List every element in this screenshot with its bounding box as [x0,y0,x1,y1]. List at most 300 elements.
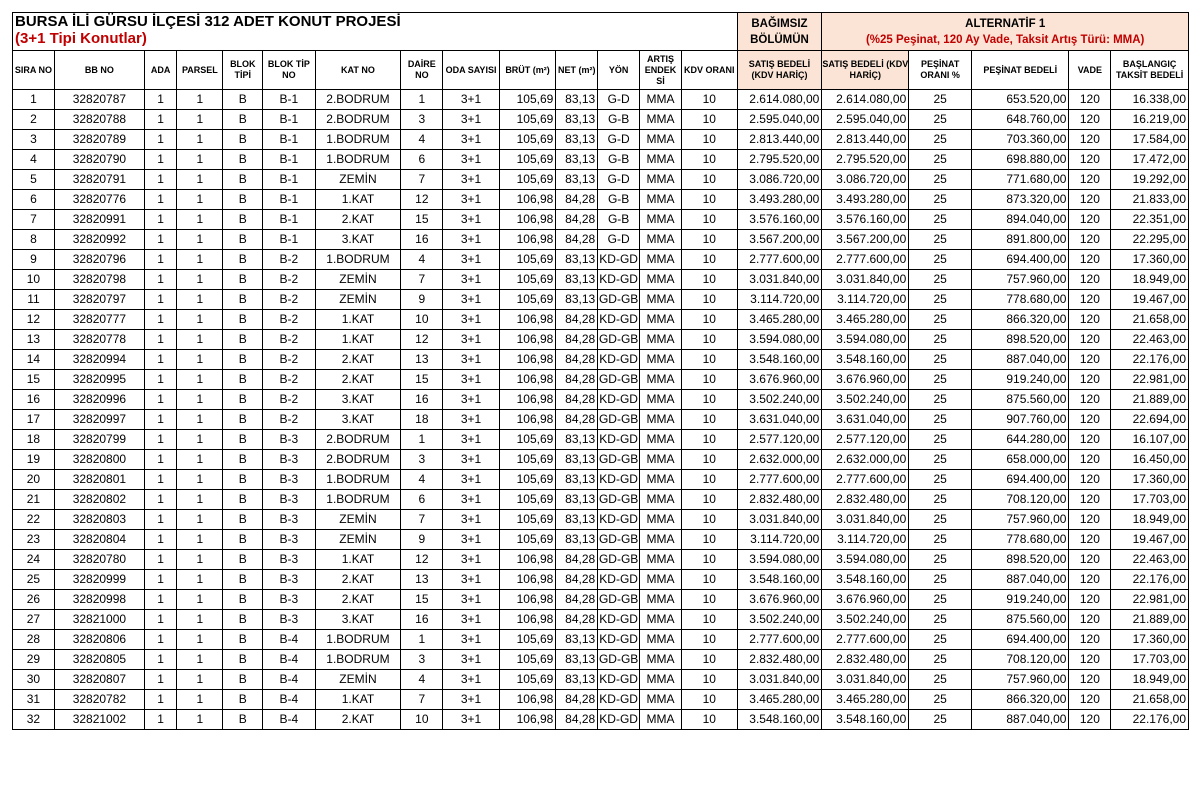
table-cell: 25 [909,190,972,210]
table-cell: B-4 [263,630,315,650]
table-cell: 3.493.280,00 [822,190,909,210]
table-cell: 21.889,00 [1111,610,1189,630]
table-cell: 3.KAT [315,410,401,430]
table-cell: 6 [13,190,55,210]
table-cell: 3.114.720,00 [822,290,909,310]
table-cell: 898.520,00 [972,330,1069,350]
table-cell: 10 [681,590,737,610]
table-row [13,450,1189,470]
table-cell: KD-GD [598,390,640,410]
table-cell: 120 [1069,130,1111,150]
column-header: VADE [1069,51,1111,90]
table-cell: 25 [909,430,972,450]
table-cell: 1 [144,570,176,590]
table-cell: 106,98 [499,710,556,730]
table-cell: 120 [1069,490,1111,510]
table-cell: 10 [681,470,737,490]
table-cell: 32820999 [54,570,144,590]
table-cell: 22 [13,510,55,530]
table-cell: 22.463,00 [1111,550,1189,570]
table-cell: B [223,610,263,630]
table-row [13,630,1189,650]
table-cell: 2.632.000,00 [822,450,909,470]
table-cell: 22.981,00 [1111,370,1189,390]
table-row [13,290,1189,310]
table-cell: B [223,470,263,490]
table-cell: 13 [13,330,55,350]
table-cell: 3.465.280,00 [822,690,909,710]
table-cell: 9 [401,530,443,550]
table-cell: ZEMİN [315,270,401,290]
table-cell: 2.614.080,00 [737,90,822,110]
table-cell: 10 [681,570,737,590]
column-header: ODA SAYISI [443,51,500,90]
table-cell: 26 [13,590,55,610]
table-cell: 2 [13,110,55,130]
table-cell: 83,13 [556,510,598,530]
table-cell: 25 [909,130,972,150]
table-cell: MMA [640,290,682,310]
table-cell: G-D [598,90,640,110]
table-row [13,610,1189,630]
table-cell: 1 [177,510,223,530]
table-cell: 1 [144,190,176,210]
table-cell: B-3 [263,470,315,490]
table-cell: 106,98 [499,550,556,570]
table-cell: 1 [177,490,223,510]
table-cell: 3+1 [443,550,500,570]
table-cell: B-4 [263,690,315,710]
table-cell: 120 [1069,90,1111,110]
table-cell: 3+1 [443,470,500,490]
table-cell: 105,69 [499,150,556,170]
table-cell: 7 [401,510,443,530]
table-cell: 18.949,00 [1111,270,1189,290]
table-cell: 10 [681,230,737,250]
table-cell: MMA [640,610,682,630]
table-cell: 32820790 [54,150,144,170]
column-header: SATIŞ BEDELİ (KDV HARİÇ) [822,51,909,90]
table-cell: 3.567.200,00 [822,230,909,250]
table-cell: 1.BODRUM [315,130,401,150]
table-cell: 120 [1069,530,1111,550]
table-cell: MMA [640,510,682,530]
table-cell: 5 [13,170,55,190]
table-cell: B-2 [263,250,315,270]
table-cell: 10 [681,610,737,630]
table-cell: 17.703,00 [1111,490,1189,510]
table-cell: 10 [681,90,737,110]
project-title-line1: BURSA İLİ GÜRSU İLÇESİ 312 ADET KONUT PROJESİ [15,13,401,30]
table-cell: 2.BODRUM [315,430,401,450]
table-cell: 25 [909,90,972,110]
table-cell: B [223,150,263,170]
table-cell: 2.777.600,00 [822,250,909,270]
table-cell: 106,98 [499,330,556,350]
column-header: ADA [144,51,176,90]
table-cell: 1 [144,650,176,670]
table-cell: B-1 [263,130,315,150]
table-cell: 10 [681,390,737,410]
table-row [13,190,1189,210]
table-cell: 25 [909,270,972,290]
table-cell: 3 [401,450,443,470]
table-cell: 866.320,00 [972,690,1069,710]
table-cell: B-1 [263,230,315,250]
table-cell: B [223,550,263,570]
table-cell: 3.676.960,00 [822,370,909,390]
table-cell: G-B [598,110,640,130]
table-cell: 21.658,00 [1111,310,1189,330]
table-cell: 12 [13,310,55,330]
table-row [13,570,1189,590]
column-header: DAİRE NO [401,51,443,90]
table-cell: 7 [13,210,55,230]
table-cell: 10 [681,690,737,710]
table-cell: 1 [144,270,176,290]
table-cell: 1 [144,470,176,490]
table-cell: 3+1 [443,390,500,410]
table-cell: 1 [144,410,176,430]
table-cell: 1 [144,150,176,170]
table-cell: 1 [177,90,223,110]
table-cell: 32820787 [54,90,144,110]
table-row [13,390,1189,410]
table-cell: 10 [681,250,737,270]
table-cell: 22.176,00 [1111,710,1189,730]
table-cell: 120 [1069,230,1111,250]
table-cell: 32821000 [54,610,144,630]
table-cell: 1 [144,330,176,350]
table-cell: 644.280,00 [972,430,1069,450]
table-cell: 1 [144,110,176,130]
table-cell: 84,28 [556,610,598,630]
table-cell: 25 [909,230,972,250]
table-row [13,410,1189,430]
table-cell: 32820788 [54,110,144,130]
table-cell: 1 [177,130,223,150]
table-cell: 3.676.960,00 [822,590,909,610]
table-cell: 1 [144,530,176,550]
table-cell: 1 [144,250,176,270]
table-cell: 105,69 [499,670,556,690]
table-cell: 83,13 [556,170,598,190]
table-cell: 2.777.600,00 [822,470,909,490]
table-cell: 106,98 [499,410,556,430]
table-cell: 1 [144,430,176,450]
table-cell: 3.465.280,00 [737,310,822,330]
table-cell: B-3 [263,530,315,550]
alternatif-subtitle: (%25 Peşinat, 120 Ay Vade, Taksit Artış Türü: MMA) [865,33,1145,46]
table-cell: 25 [909,650,972,670]
table-cell: 1 [177,190,223,210]
table-cell: 25 [909,470,972,490]
table-cell: 32820804 [54,530,144,550]
column-header-row [13,51,1189,90]
table-cell: KD-GD [598,470,640,490]
table-cell: 866.320,00 [972,310,1069,330]
table-cell: 3.548.160,00 [822,350,909,370]
table-cell: 3+1 [443,150,500,170]
table-row [13,310,1189,330]
table-cell: B [223,190,263,210]
table-cell: 32820776 [54,190,144,210]
table-cell: 10 [681,330,737,350]
table-cell: 3+1 [443,290,500,310]
table-cell: 32820996 [54,390,144,410]
table-cell: 27 [13,610,55,630]
table-cell: 3.031.840,00 [737,510,822,530]
table-cell: 1.BODRUM [315,650,401,670]
table-cell: 1 [144,390,176,410]
table-cell: 6 [401,150,443,170]
table-cell: 1 [177,370,223,390]
table-cell: 1 [177,650,223,670]
table-cell: 83,13 [556,670,598,690]
table-cell: 13 [401,570,443,590]
table-cell: 105,69 [499,530,556,550]
table-cell: 875.560,00 [972,390,1069,410]
table-cell: B [223,310,263,330]
table-cell: 19 [13,450,55,470]
table-cell: 83,13 [556,490,598,510]
table-cell: 32820997 [54,410,144,430]
table-cell: 15 [401,210,443,230]
table-cell: 1 [177,350,223,370]
table-cell: 3.502.240,00 [822,390,909,410]
table-cell: 120 [1069,670,1111,690]
bagimsiz-bolumun-header [737,13,822,51]
table-cell: GD-GB [598,590,640,610]
table-cell: B-1 [263,190,315,210]
table-cell: MMA [640,170,682,190]
column-header: BLOK TİP NO [263,51,315,90]
table-cell: 3+1 [443,330,500,350]
table-cell: 84,28 [556,210,598,230]
table-row [13,330,1189,350]
table-cell: 3.KAT [315,610,401,630]
table-cell: 32820796 [54,250,144,270]
table-cell: 9 [13,250,55,270]
table-cell: KD-GD [598,510,640,530]
table-cell: B-2 [263,350,315,370]
table-cell: 25 [909,590,972,610]
table-cell: 4 [401,130,443,150]
table-cell: MMA [640,150,682,170]
table-cell: 3+1 [443,630,500,650]
table-row [13,110,1189,130]
table-cell: 3.KAT [315,230,401,250]
table-cell: 105,69 [499,110,556,130]
table-cell: 120 [1069,330,1111,350]
table-cell: 1 [144,710,176,730]
table-cell: 3+1 [443,230,500,250]
table-cell: 106,98 [499,350,556,370]
table-cell: KD-GD [598,710,640,730]
table-cell: 25 [909,630,972,650]
table-cell: MMA [640,190,682,210]
table-cell: 3 [13,130,55,150]
table-cell: B [223,650,263,670]
table-cell: B [223,670,263,690]
table-cell: 4 [401,670,443,690]
table-cell: 83,13 [556,650,598,670]
table-cell: 7 [401,170,443,190]
table-cell: 1 [144,130,176,150]
table-cell: 84,28 [556,350,598,370]
table-cell: 3.631.040,00 [737,410,822,430]
table-cell: 1 [177,550,223,570]
table-cell: 3.548.160,00 [737,350,822,370]
table-cell: 10 [681,130,737,150]
table-cell: ZEMİN [315,530,401,550]
table-cell: 2.813.440,00 [822,130,909,150]
table-cell: 32820777 [54,310,144,330]
table-cell: 22.351,00 [1111,210,1189,230]
table-cell: 25 [909,390,972,410]
table-cell: 1 [177,670,223,690]
table-cell: 84,28 [556,410,598,430]
table-row [13,150,1189,170]
table-row [13,370,1189,390]
table-cell: 32820789 [54,130,144,150]
table-cell: 12 [401,330,443,350]
table-cell: B [223,430,263,450]
table-cell: 32820807 [54,670,144,690]
table-cell: 3.567.200,00 [737,230,822,250]
table-cell: MMA [640,390,682,410]
table-cell: GD-GB [598,530,640,550]
table-cell: 1 [177,630,223,650]
table-cell: B [223,110,263,130]
table-cell: 18.949,00 [1111,510,1189,530]
table-cell: 10 [681,550,737,570]
table-cell: 1 [144,170,176,190]
table-cell: 16.219,00 [1111,110,1189,130]
table-cell: MMA [640,590,682,610]
alternatif-header [822,13,1189,51]
table-cell: B-4 [263,650,315,670]
table-cell: MMA [640,230,682,250]
table-cell: 25 [909,350,972,370]
table-cell: 3.114.720,00 [737,530,822,550]
table-cell: 1 [144,290,176,310]
table-cell: 120 [1069,110,1111,130]
table-cell: MMA [640,130,682,150]
table-cell: 106,98 [499,570,556,590]
table-cell: 105,69 [499,290,556,310]
table-cell: 1 [177,450,223,470]
table-cell: 32820991 [54,210,144,230]
table-cell: 84,28 [556,550,598,570]
table-cell: 18 [401,410,443,430]
table-cell: 10 [681,370,737,390]
table-cell: MMA [640,410,682,430]
table-cell: MMA [640,90,682,110]
table-cell: 3.031.840,00 [822,270,909,290]
table-cell: 25 [909,710,972,730]
table-cell: 1 [177,250,223,270]
table-cell: 757.960,00 [972,270,1069,290]
table-cell: 84,28 [556,570,598,590]
table-cell: 1 [177,570,223,590]
table-cell: 18.949,00 [1111,670,1189,690]
table-cell: B [223,170,263,190]
column-header: NET (m²) [556,51,598,90]
table-cell: 2.577.120,00 [737,430,822,450]
table-cell: 3.594.080,00 [737,550,822,570]
table-cell: 1 [144,350,176,370]
table-row [13,710,1189,730]
table-cell: MMA [640,330,682,350]
table-cell: MMA [640,710,682,730]
table-cell: 3.465.280,00 [822,310,909,330]
table-cell: B [223,570,263,590]
table-cell: 3 [401,650,443,670]
table-cell: 1 [177,110,223,130]
table-cell: 19.292,00 [1111,170,1189,190]
table-cell: B-1 [263,170,315,190]
table-cell: MMA [640,450,682,470]
table-cell: 1 [144,590,176,610]
bagimsiz-line1: BAĞIMSIZ [751,17,808,30]
table-cell: 10 [681,630,737,650]
table-cell: 106,98 [499,310,556,330]
table-cell: 3+1 [443,590,500,610]
table-cell: 3.114.720,00 [822,530,909,550]
column-header: BAŞLANGIÇ TAKSİT BEDELİ [1111,51,1189,90]
table-cell: GD-GB [598,370,640,390]
table-cell: 84,28 [556,310,598,330]
table-cell: 3+1 [443,510,500,530]
table-cell: 106,98 [499,210,556,230]
table-cell: 106,98 [499,370,556,390]
table-cell: 32820998 [54,590,144,610]
table-cell: GD-GB [598,490,640,510]
table-cell: B [223,350,263,370]
table-cell: 658.000,00 [972,450,1069,470]
table-cell: 2.832.480,00 [822,490,909,510]
table-cell: 694.400,00 [972,630,1069,650]
table-cell: 32820782 [54,690,144,710]
table-cell: MMA [640,690,682,710]
table-cell: 3.465.280,00 [737,690,822,710]
table-cell: 25 [909,170,972,190]
table-cell: GD-GB [598,330,640,350]
table-cell: 1 [401,630,443,650]
table-cell: 2.KAT [315,370,401,390]
table-cell: 1 [177,470,223,490]
table-cell: 1 [177,590,223,610]
table-cell: 84,28 [556,370,598,390]
table-cell: MMA [640,650,682,670]
table-cell: 3.548.160,00 [822,710,909,730]
table-cell: 2.KAT [315,570,401,590]
table-cell: B [223,230,263,250]
table-cell: 84,28 [556,690,598,710]
table-cell: 25 [909,330,972,350]
table-cell: 1 [144,550,176,570]
table-cell: 83,13 [556,290,598,310]
table-cell: 10 [681,670,737,690]
table-cell: 19.467,00 [1111,530,1189,550]
table-cell: B-4 [263,710,315,730]
table-cell: 708.120,00 [972,490,1069,510]
table-cell: MMA [640,550,682,570]
table-cell: 105,69 [499,250,556,270]
table-cell: 1.KAT [315,550,401,570]
table-cell: KD-GD [598,690,640,710]
